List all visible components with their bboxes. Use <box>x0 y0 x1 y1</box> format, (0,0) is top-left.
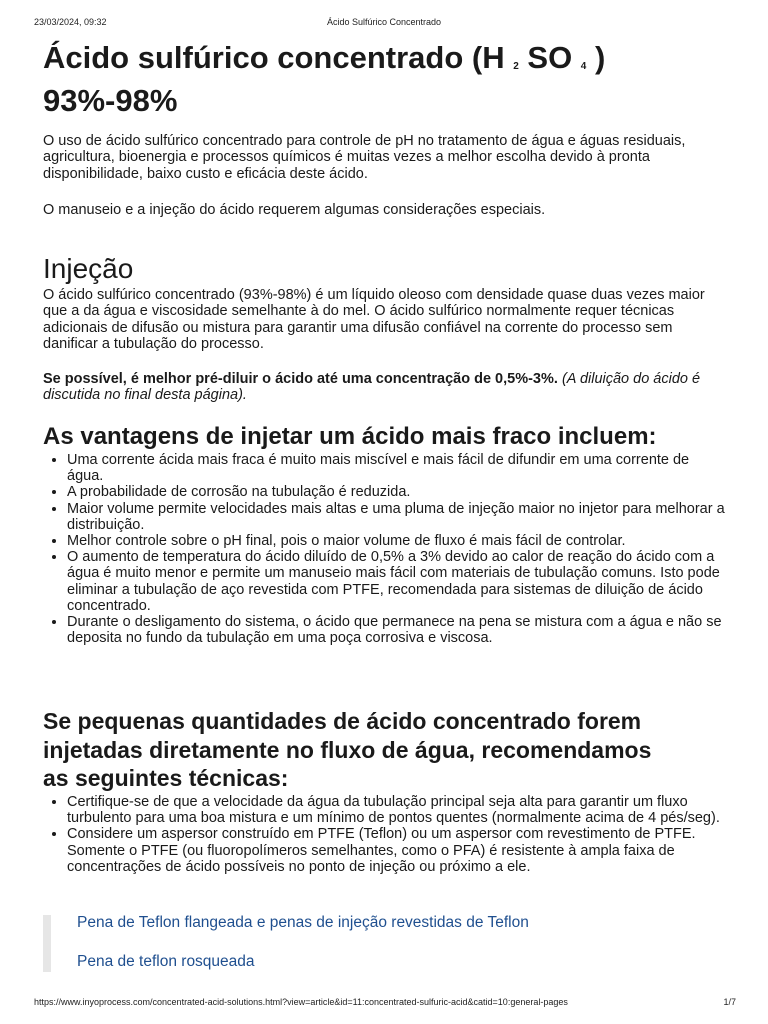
list-item: • Certifique-se de que a velocidade da água da tubulação principal seja alta para garantir um fluxo turbulento para uma boa mistura e um mínimo de pontos quentes (normalmente acima de 4 pés/seg). <box>67 794 727 826</box>
injection-paragraph: O ácido sulfúrico concentrado (93%-98%) é um líquido oleoso com densidade quase duas vezes maior que a da água e viscosidade semelhante à do mel. O ácido sulfúrico normalmente requer técnicas adicionais de difusão ou mistura para garantir uma difusão confiável na corrente do processo sem danificar a tubulação do processo. <box>43 287 705 352</box>
list-item: • Melhor controle sobre o pH final, pois o maior volume de fluxo é mais fácil de controlar. <box>67 533 727 549</box>
title-part-2: SO <box>518 40 581 75</box>
section-heading-small-quantities: Se pequenas quantidades de ácido concentrado forem injetadas diretamente no fluxo de água, recomendamos as seguintes técnicas: <box>43 708 652 791</box>
section-heading-advantages: As vantagens de injetar um ácido mais fraco incluem: <box>43 423 657 450</box>
list-item: • Considere um aspersor construído em PTFE (Teflon) ou um aspersor com revestimento de PTFE. Somente o PTFE (ou fluoropolímeros semelhantes, como o PFA) é resistente à ampla faixa de concentrações de ácido possíveis no ponto de injeção ou próximo a ele. <box>67 826 727 875</box>
intro-paragraph-1: O uso de ácido sulfúrico concentrado para controle de pH no tratamento de água e águas residuais, agricultura, bioenergia e processos químicos é muitas vezes a melhor escolha devido à pronta disponibilidade, baixo custo e eficácia deste ácido. <box>43 133 686 182</box>
list-item: • O aumento de temperatura do ácido diluído de 0,5% a 3% devido ao calor de reação do ácido com a água é muito menor e permite um manuseio mais fácil com materiais de tubulação comuns. Isto pode eliminar a tubulação de aço revestida com PTFE, recomendada para sistemas de diluição de ácido concentrado. <box>67 549 727 614</box>
list-item: • Maior volume permite velocidades mais altas e uma pluma de injeção maior no injetor para melhorar a distribuição. <box>67 501 727 533</box>
print-header-title: Ácido Sulfúrico Concentrado <box>326 17 442 27</box>
link-teflon-threaded-quill[interactable]: Pena de teflon rosqueada <box>77 953 255 970</box>
list-item: • Durante o desligamento do sistema, o ácido que permanece na pena se mistura com a água e não se deposita no fundo da tubulação em uma poça corrosiva e viscosa. <box>67 614 727 646</box>
title-subscript-2: 2 <box>513 61 519 72</box>
techniques-list <box>43 794 727 875</box>
intro-paragraph-2: O manuseio e a injeção do ácido requerem algumas considerações especiais. <box>43 202 546 218</box>
print-footer-url: https://www.inyoprocess.com/concentrated-acid-solutions.html?view=article&id=11:concentrated-sulfuric-acid&catid=10:general-pages <box>34 997 568 1007</box>
list-item: • Uma corrente ácida mais fraca é muito mais miscível e mais fácil de difundir em uma corrente de água. <box>67 452 727 484</box>
prediluition-note-italic: (A diluição do ácido é discutida no final desta página). <box>43 371 701 404</box>
print-footer-page-number: 1/7 <box>723 997 736 1007</box>
prediluition-note <box>43 371 723 404</box>
list-item: • A probabilidade de corrosão na tubulação é reduzida. <box>67 484 727 500</box>
page-title <box>43 40 605 118</box>
title-part-1: Ácido sulfúrico concentrado (H <box>43 40 514 75</box>
blockquote-bar <box>43 915 51 972</box>
section-heading-injection: Injeção <box>43 253 134 284</box>
prediluition-note-bold: Se possível, é melhor pré-diluir o ácido até uma concentração de 0,5%-3%. <box>43 371 558 387</box>
print-header-datetime: 23/03/2024, 09:32 <box>34 17 107 27</box>
title-part-3: ) <box>586 40 606 75</box>
title-subscript-4: 4 <box>580 61 587 72</box>
link-teflon-flanged-quill[interactable]: Pena de Teflon flangeada e penas de injeção revestidas de Teflon <box>77 914 529 931</box>
title-line-2: 93%-98% <box>43 83 178 118</box>
advantages-list <box>43 452 727 646</box>
